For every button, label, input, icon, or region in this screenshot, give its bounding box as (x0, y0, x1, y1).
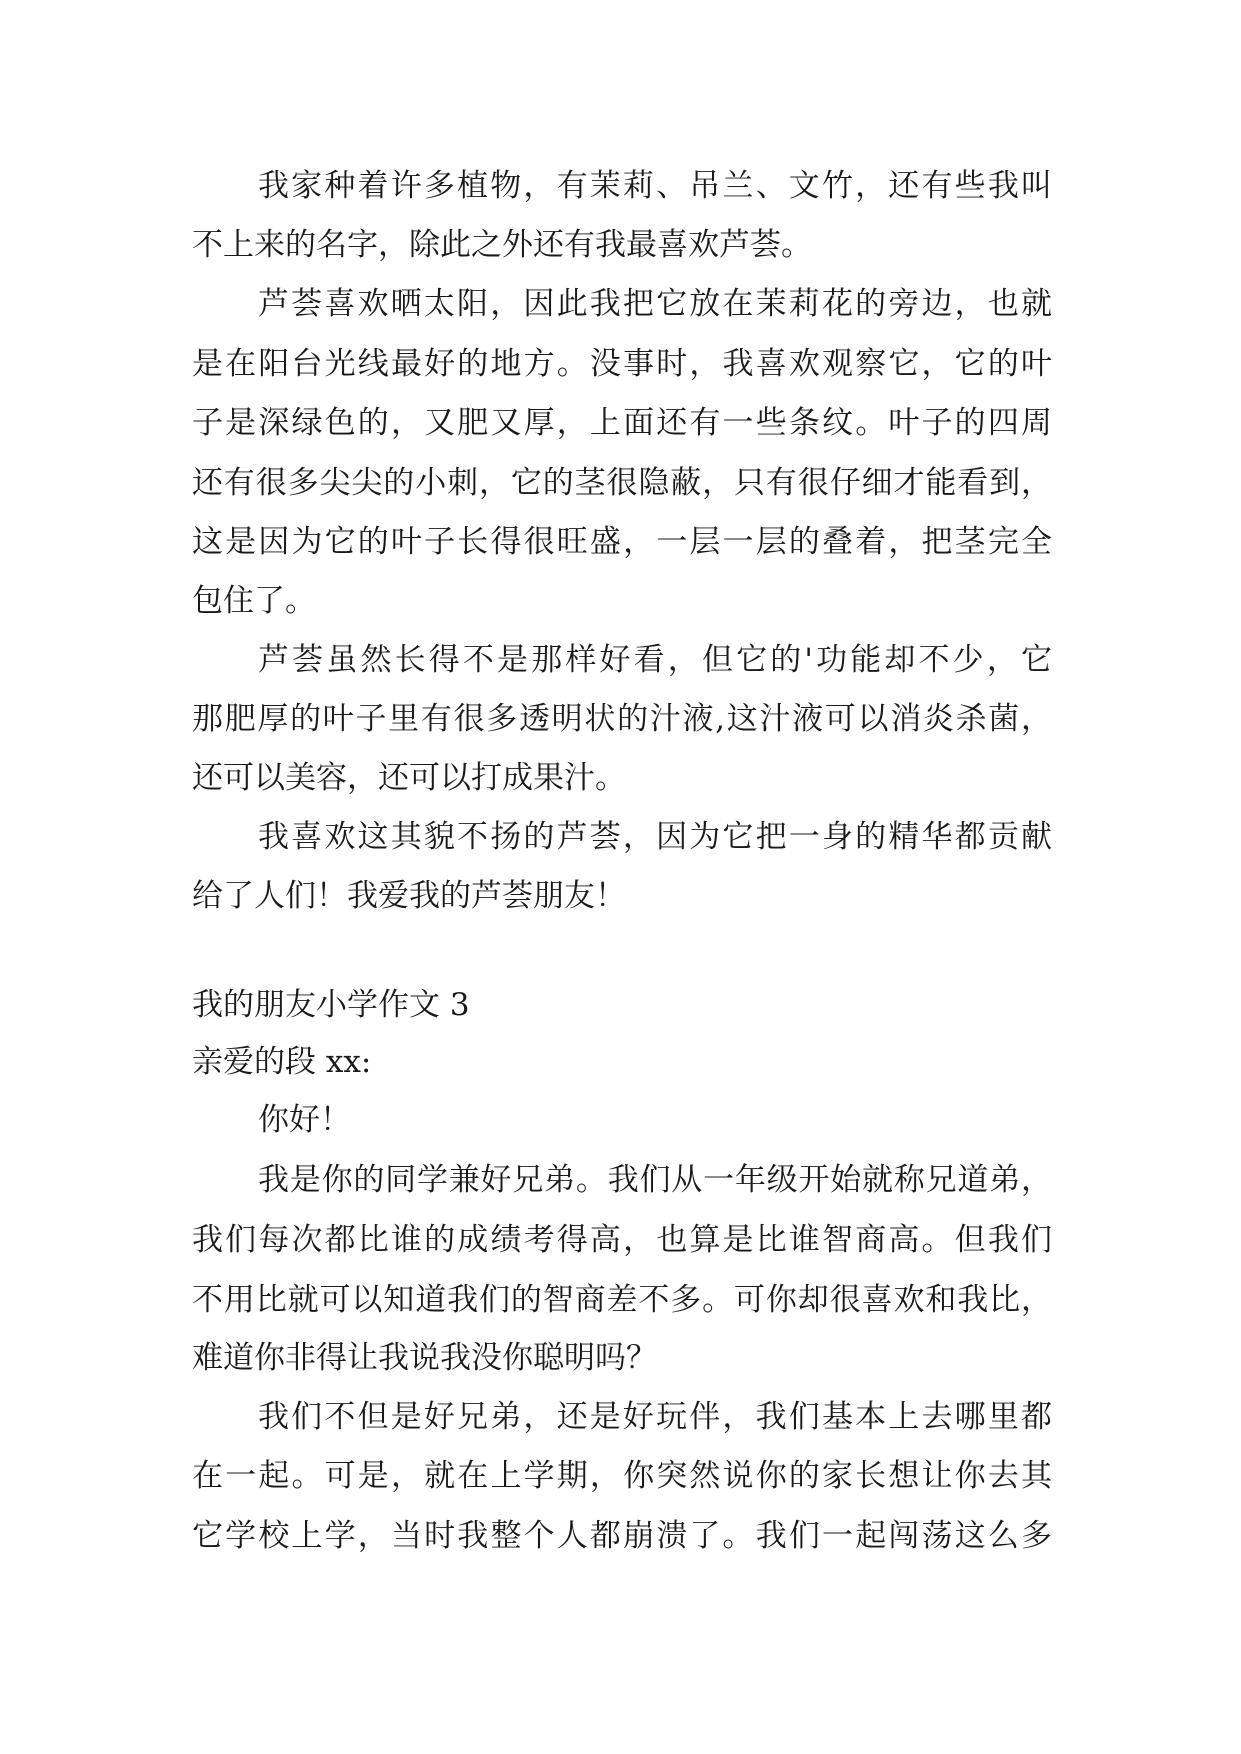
essay2-p3-line1: 芦荟虽然长得不是那样好看，但它的'功能却不少，它 (258, 642, 1052, 678)
essay3-title: 我的朋友小学作文 3 (192, 987, 470, 1023)
essay2-p2-line4: 还有很多尖尖的小刺，它的茎很隐蔽，只有很仔细才能看到， (192, 465, 1052, 501)
essay3-p1-line3: 不用比就可以知道我们的智商差不多。可你却很喜欢和我比， (192, 1282, 1052, 1318)
essay2-p3-line2: 那肥厚的叶子里有很多透明状的汁液,这汁液可以消炎杀菌， (192, 701, 1052, 737)
essay3-p1-line2: 我们每次都比谁的成绩考得高，也算是比谁智商高。但我们 (192, 1222, 1052, 1258)
essay3-salutation: 亲爱的段 xx: (192, 1044, 372, 1080)
essay2-p2-line2: 是在阳台光线最好的地方。没事时，我喜欢观察它，它的叶 (192, 346, 1052, 382)
essay2-p2-line1: 芦荟喜欢晒太阳，因此我把它放在茉莉花的旁边，也就 (258, 286, 1052, 322)
essay3-p2-line2: 在一起。可是，就在上学期，你突然说你的家长想让你去其 (192, 1458, 1052, 1494)
essay2-p2-line3: 子是深绿色的，又肥又厚，上面还有一些条纹。叶子的四周 (192, 405, 1052, 441)
essay3-p1-line1: 我是你的同学兼好兄弟。我们从一年级开始就称兄道弟， (258, 1162, 1052, 1198)
essay2-p3-line3: 还可以美容，还可以打成果汁。 (192, 760, 626, 796)
essay2-p4-line2: 给了人们！我爱我的芦荟朋友！ (192, 878, 626, 914)
essay3-p2-line1: 我们不但是好兄弟，还是好玩伴，我们基本上去哪里都 (258, 1399, 1052, 1435)
essay2-p2-line5: 这是因为它的叶子长得很旺盛，一层一层的叠着，把茎完全 (192, 524, 1052, 560)
essay3-p2-line3: 它学校上学，当时我整个人都崩溃了。我们一起闯荡这么多 (192, 1518, 1052, 1554)
essay3-greeting: 你好！ (258, 1102, 351, 1138)
essay2-p1-line1: 我家种着许多植物，有茉莉、吊兰、文竹，还有些我叫 (258, 168, 1052, 204)
essay2-p2-line6: 包住了。 (192, 583, 316, 619)
essay2-p4-line1: 我喜欢这其貌不扬的芦荟，因为它把一身的精华都贡献 (258, 819, 1052, 855)
essay2-p1-line2: 不上来的名字，除此之外还有我最喜欢芦荟。 (192, 227, 812, 263)
essay3-p1-line4: 难道你非得让我说我没你聪明吗？ (192, 1340, 657, 1376)
